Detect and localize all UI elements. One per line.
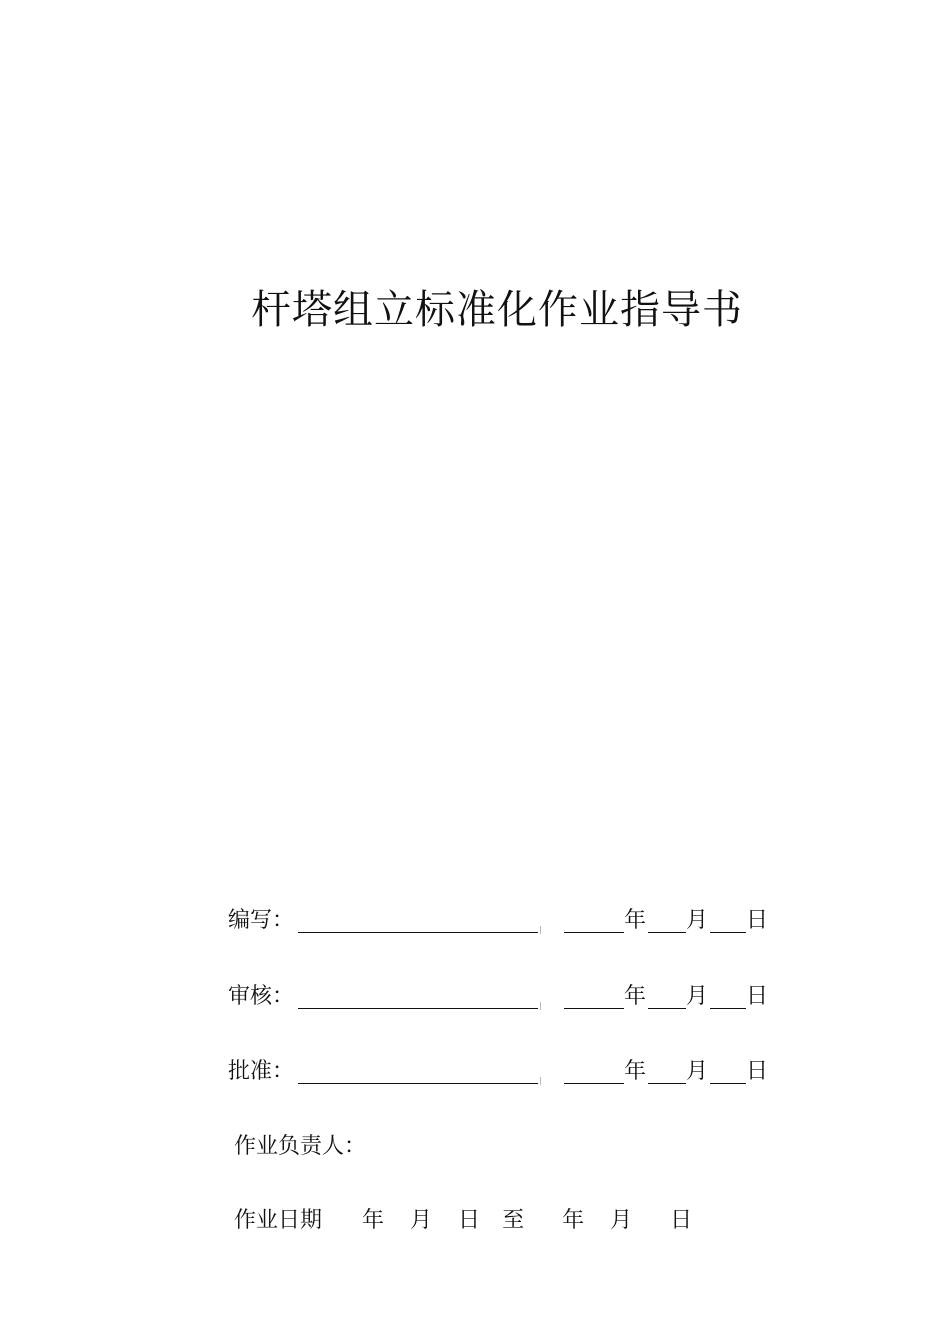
responsible-person-label: 作业负责人： xyxy=(234,1134,367,1159)
month-blank[interactable] xyxy=(648,1083,686,1084)
work-date-year-end: 年 xyxy=(562,1208,585,1233)
work-date-line xyxy=(234,1206,692,1236)
year-blank[interactable] xyxy=(564,932,624,933)
year-blank[interactable] xyxy=(564,1008,624,1009)
work-date-year: 年 xyxy=(362,1208,385,1233)
signature-label: 审核： xyxy=(228,984,295,1009)
signature-line[interactable] xyxy=(298,1083,538,1084)
day-blank[interactable] xyxy=(710,1083,746,1084)
signature-line-end xyxy=(540,1002,541,1010)
work-date-day: 日 xyxy=(458,1208,481,1233)
signature-row-approve xyxy=(228,1057,788,1087)
month-blank[interactable] xyxy=(648,1008,686,1009)
year-unit: 年 xyxy=(624,1059,647,1084)
year-unit: 年 xyxy=(624,984,647,1009)
work-date-to: 至 xyxy=(502,1208,525,1233)
month-unit: 月 xyxy=(686,984,709,1009)
signature-label: 编写： xyxy=(228,908,295,933)
responsible-person-line xyxy=(234,1132,366,1162)
document-title: 杆塔组立标准化作业指导书 xyxy=(251,287,743,333)
work-date-label: 作业日期 xyxy=(234,1208,323,1233)
signature-label: 批准： xyxy=(228,1059,295,1084)
signature-line[interactable] xyxy=(298,1008,538,1009)
signature-row-compile xyxy=(228,906,788,936)
work-date-month-end: 月 xyxy=(610,1208,633,1233)
month-unit: 月 xyxy=(686,1059,709,1084)
day-blank[interactable] xyxy=(710,932,746,933)
work-date-month: 月 xyxy=(410,1208,433,1233)
year-unit: 年 xyxy=(624,908,647,933)
signature-line-end xyxy=(540,926,541,934)
day-unit: 日 xyxy=(746,1059,769,1084)
work-date-day-end: 日 xyxy=(670,1208,693,1233)
signature-line-end xyxy=(540,1077,541,1085)
day-blank[interactable] xyxy=(710,1008,746,1009)
year-blank[interactable] xyxy=(564,1083,624,1084)
day-unit: 日 xyxy=(746,984,769,1009)
signature-line[interactable] xyxy=(298,932,538,933)
month-unit: 月 xyxy=(686,908,709,933)
signature-row-review xyxy=(228,982,788,1012)
day-unit: 日 xyxy=(746,908,769,933)
month-blank[interactable] xyxy=(648,932,686,933)
